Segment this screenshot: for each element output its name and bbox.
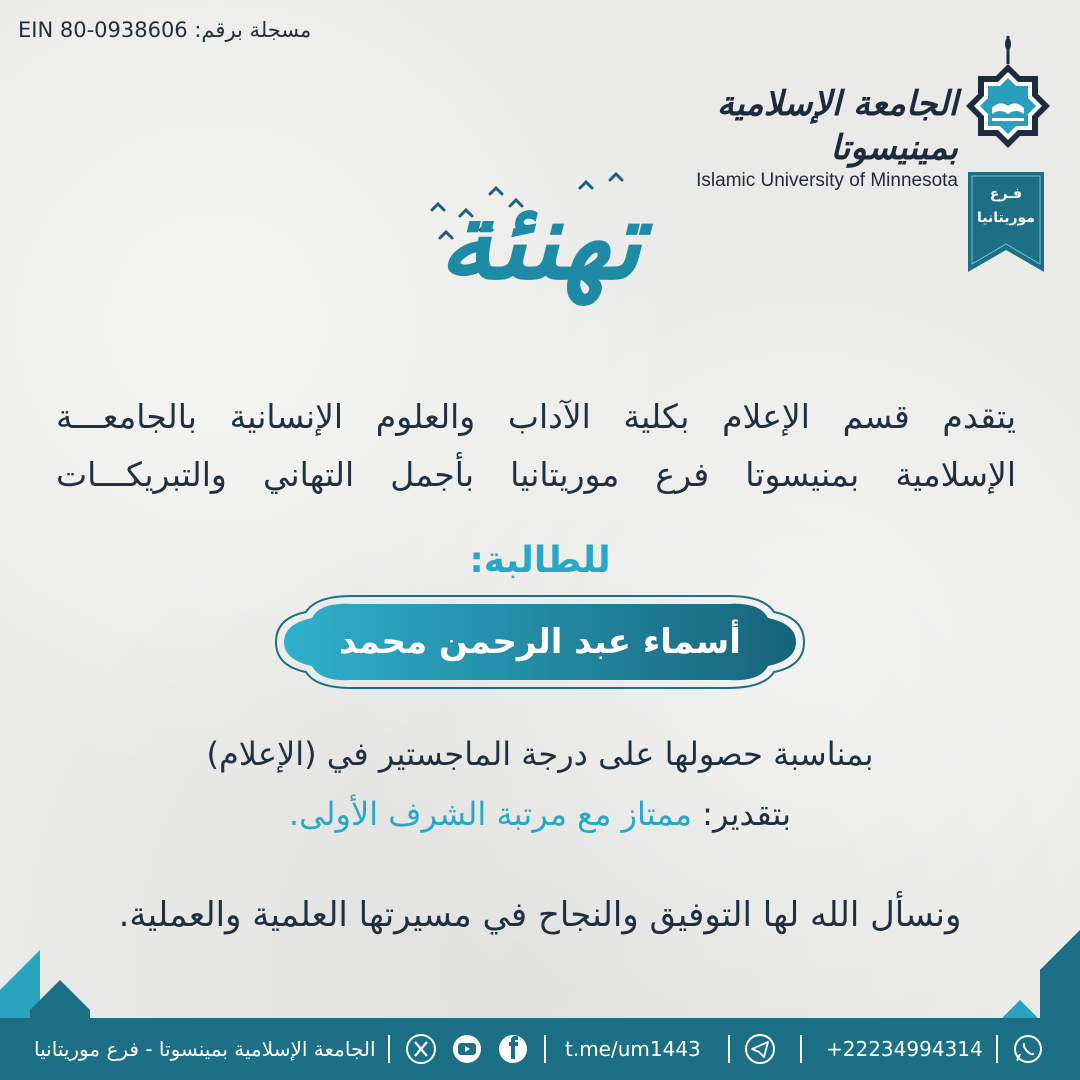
logo-english: Islamic University of Minnesota bbox=[696, 170, 958, 191]
branch-ribbon bbox=[968, 172, 1044, 272]
footer-separator bbox=[728, 1035, 730, 1063]
closing-prayer: ونسأل الله لها التوفيق والنجاح في مسيرتها العلمية والعملية. bbox=[118, 895, 962, 935]
phone-number[interactable]: +22234994314 bbox=[826, 1037, 983, 1061]
student-name: أسماء عبد الرحمن محمد bbox=[339, 622, 741, 662]
congratulation-message bbox=[56, 388, 1016, 504]
student-name-banner bbox=[272, 594, 808, 690]
university-emblem-icon bbox=[958, 34, 1058, 164]
ribbon-line2: موريتانيا bbox=[977, 210, 1035, 226]
calligraphy-title bbox=[380, 168, 700, 348]
logo-arabic: الجامعة الإسلامية بمينيسوتا bbox=[716, 84, 958, 168]
registration-number bbox=[18, 18, 311, 42]
grade-label: بتقدير: bbox=[702, 795, 792, 833]
grade-line bbox=[0, 795, 1080, 833]
footer-separator bbox=[800, 1035, 802, 1063]
youtube-icon[interactable] bbox=[451, 1033, 483, 1065]
telegram-link[interactable]: t.me/um1443 bbox=[565, 1037, 701, 1061]
footer-separator bbox=[388, 1035, 390, 1063]
x-icon[interactable] bbox=[405, 1033, 437, 1065]
footer-separator bbox=[544, 1035, 546, 1063]
recipient-label: للطالبة: bbox=[469, 540, 611, 581]
message-line-1: يتقدم قسم الإعلام بكلية الآداب والعلوم الإنسانية بالجامعـــة bbox=[56, 397, 1016, 436]
whatsapp-icon[interactable] bbox=[1012, 1033, 1044, 1065]
ribbon-line1: فـرع bbox=[989, 186, 1023, 202]
footer-bar bbox=[0, 1018, 1080, 1080]
title-word: تهنئة bbox=[438, 178, 642, 304]
grade-value: ممتاز مع مرتبة الشرف الأولى. bbox=[288, 795, 692, 833]
university-logo-text bbox=[658, 82, 958, 191]
footer-separator bbox=[996, 1035, 998, 1063]
occasion-text: بمناسبة حصولها على درجة الماجستير في (الإعلام) bbox=[206, 735, 874, 773]
registration-ein: EIN 80-0938606 bbox=[18, 18, 188, 42]
footer-university: الجامعة الإسلامية بمينسوتا - فرع موريتانيا bbox=[34, 1037, 376, 1061]
message-line-2: الإسلامية بمنيسوتا فرع موريتانيا بأجمل التهاني والتبريكـــات bbox=[56, 455, 1016, 494]
facebook-icon[interactable] bbox=[497, 1033, 529, 1065]
telegram-icon[interactable] bbox=[744, 1033, 776, 1065]
registration-label: مسجلة برقم: bbox=[194, 18, 312, 42]
